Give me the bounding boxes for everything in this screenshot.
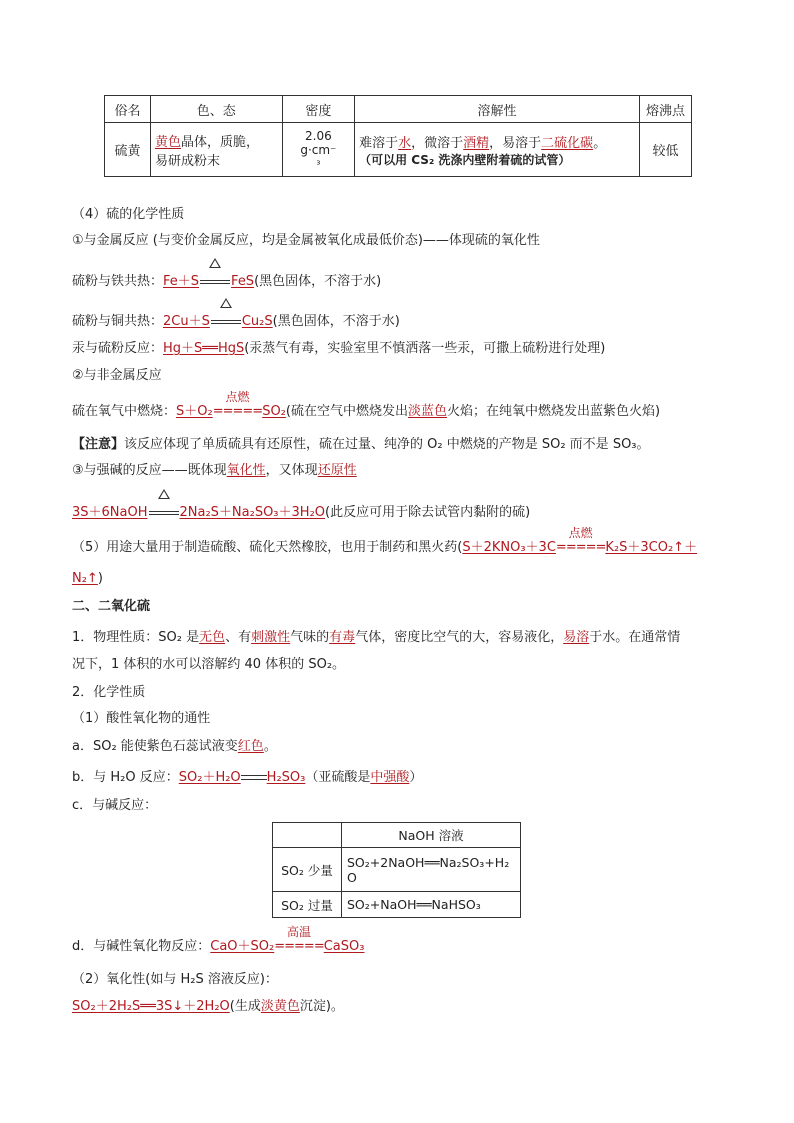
- water-note-a: （亚硫酸是: [305, 770, 371, 785]
- alkali-text-b: ，又体现: [265, 463, 318, 478]
- cao-eq-right: CaSO₃: [323, 939, 365, 954]
- colorless-term: 无色: [199, 630, 226, 645]
- reversible-arrow-icon: [241, 774, 267, 782]
- phys-text-c: 气味的: [290, 630, 330, 645]
- sol-text-b: ，微溶于: [411, 135, 464, 151]
- notice-tag: 【注意】: [72, 437, 125, 452]
- heat-triangle-icon: [209, 258, 221, 268]
- hg-note: (汞蒸气有毒，实验室里不慎洒落一些汞，可撒上硫粉进行处理): [244, 341, 606, 356]
- h2s-note-b: 沉淀)。: [299, 999, 344, 1014]
- fe-eq-right: FeS: [231, 274, 255, 289]
- cu-note: (黑色固体，不溶于水): [272, 314, 400, 329]
- so2-little-eq: [342, 848, 521, 892]
- yellow-term: 黄色: [154, 134, 181, 150]
- fe-note: (黑色固体，不溶于水): [254, 274, 382, 289]
- so2-little-label: SO₂ 少量: [273, 848, 342, 892]
- sol-text-d: 。: [593, 135, 607, 151]
- h2s-note-a: (生成: [229, 999, 261, 1014]
- heat-condition: [210, 313, 242, 331]
- physical-properties-line-2: 况下，1 体积的水可以溶解约 40 体积的 SO₂。: [72, 657, 346, 672]
- ignite-label: 点燃: [225, 390, 250, 404]
- naoh-note: (此反应可用于除去试管内黏附的硫): [325, 505, 531, 520]
- table-row: [273, 848, 521, 892]
- sol-text-c: ，易溶于: [489, 135, 542, 151]
- litmus-text: a．SO₂ 能使紫色石蕊试液变: [72, 739, 238, 754]
- reducing-term: 还原性: [317, 463, 357, 478]
- ignite-condition: 点燃 =====: [555, 526, 606, 555]
- table-row: [273, 823, 521, 848]
- cu-eq-left: 2Cu＋S: [163, 314, 210, 329]
- table-header-row: [105, 96, 692, 123]
- alkali-text-a: ③与强碱的反应——既体现: [72, 463, 227, 478]
- pale-yellow-term: 淡黄色: [260, 999, 300, 1014]
- o2-note-a: (硫在空气中燃烧发出: [285, 404, 408, 419]
- so2-little-eq-a: SO₂+2NaOH══Na₂SO₃+H₂: [347, 854, 510, 870]
- litmus-line: [72, 738, 277, 756]
- so2-little-eq-b: O: [347, 869, 357, 885]
- gunpowder-eq-right: K₂S＋3CO₂↑＋: [605, 540, 698, 555]
- col-header-melting: 熔沸点: [639, 96, 691, 123]
- so2-section-title: 二、二氧化硫: [72, 599, 151, 614]
- o2-note-b: 火焰；在纯氧中燃烧发出蓝紫色火焰): [446, 404, 661, 419]
- chemical-properties-heading: 2．化学性质: [72, 685, 146, 700]
- water-eq-right: H₂SO₃: [266, 770, 306, 785]
- toxic-term: 有毒: [329, 630, 356, 645]
- fe-label: 硫粉与铁共热：: [72, 274, 164, 289]
- o2-label: 硫在氧气中燃烧：: [72, 404, 177, 419]
- notice-text: 该反应体现了单质硫具有还原性，硫在过量、纯净的 O₂ 中燃烧的产物是 SO₂ 而不是 SO₃。: [124, 437, 650, 452]
- uses-text: （5）用途大量用于制造硫酸、硫化天然橡胶，也用于制药和黑火药(: [72, 540, 463, 555]
- table-row: [105, 123, 692, 177]
- naoh-header: NaOH 溶液: [342, 823, 521, 848]
- alcohol-term: 酒精: [463, 135, 490, 151]
- cs2-term: 二硫化碳: [541, 135, 594, 151]
- h2s-reaction-line: [72, 998, 344, 1016]
- base-reaction-heading: c．与碱反应：: [72, 798, 158, 813]
- cell-solubility: [355, 123, 640, 177]
- phys-text-e: 于水。在通常情: [589, 630, 681, 645]
- phys-text-d: 气体，密度比空气的大，容易液化，: [355, 630, 564, 645]
- naoh-eq-left: 3S＋6NaOH: [72, 505, 148, 520]
- hg-reaction-line: [72, 340, 605, 358]
- o2-reaction-line: [72, 390, 661, 421]
- col-header-color: 色、态: [150, 96, 282, 123]
- oxidizing-term: 氧化性: [226, 463, 266, 478]
- ignite-label: 点燃: [568, 526, 593, 540]
- empty-corner-cell: [273, 823, 342, 848]
- fe-eq-left: Fe＋S: [163, 274, 200, 289]
- gunpowder-eq-tail: N₂↑: [72, 571, 98, 586]
- water-eq-left: SO₂＋H₂O: [178, 770, 241, 785]
- water-label: b．与 H₂O 反应：: [72, 770, 179, 785]
- col-header-solubility: 溶解性: [355, 96, 640, 123]
- uses-line: [72, 526, 698, 557]
- basic-oxide-line: [72, 925, 365, 956]
- sol-note: （可以用 CS₂ 洗涤内壁附着硫的试管）: [359, 152, 571, 167]
- acid-oxide-heading: （1）酸性氧化物的通性: [72, 711, 211, 726]
- cu-eq-right: Cu₂S: [241, 314, 273, 329]
- phys-text-a: 1．物理性质：SO₂ 是: [72, 630, 200, 645]
- cao-eq-left: CaO＋SO₂: [210, 939, 275, 954]
- water-reaction-line: [72, 769, 422, 787]
- naoh-reaction-line: [72, 504, 530, 522]
- o2-eq-right: SO₂: [262, 404, 286, 419]
- phys-text-b: 、有: [225, 630, 252, 645]
- gunpowder-eq-left: S＋2KNO₃＋3C: [462, 540, 556, 555]
- alkali-heading: [72, 462, 357, 480]
- cell-name: 硫黄: [105, 123, 151, 177]
- high-temp-condition: 高温 =====: [274, 925, 324, 954]
- water-term: 水: [398, 135, 412, 151]
- hg-label: 汞与硫粉反应：: [72, 341, 164, 356]
- uses-line-2: [72, 570, 103, 588]
- basic-oxide-label: d．与碱性氧化物反应：: [72, 939, 211, 954]
- color-text: 晶体，质脆，: [180, 134, 259, 150]
- heat-condition: [148, 504, 180, 522]
- cu-reaction-line: [72, 313, 400, 331]
- o2-eq-left: S＋O₂: [176, 404, 213, 419]
- cell-color: [150, 123, 282, 177]
- soluble-term: 易溶: [563, 630, 590, 645]
- light-blue-term: 淡蓝色: [407, 404, 447, 419]
- irritant-term: 刺激性: [251, 630, 291, 645]
- cell-density: [282, 123, 354, 177]
- cu-label: 硫粉与铜共热：: [72, 314, 164, 329]
- oxidizing-heading: （2）氧化性(如与 H₂S 溶液反应)：: [72, 972, 278, 987]
- h2s-eq: SO₂＋2H₂S══3S↓＋2H₂O: [72, 999, 230, 1014]
- uses-close: ): [97, 571, 103, 586]
- nonmetal-heading: ②与非金属反应: [72, 368, 162, 383]
- high-temp-label: 高温: [286, 925, 311, 939]
- sol-text-a: 难溶于: [359, 135, 399, 151]
- density-value: 2.06 g·cm⁻: [300, 128, 337, 157]
- heat-triangle-icon: [220, 298, 232, 308]
- notice-line: [72, 436, 650, 454]
- hg-eq: Hg＋S══HgS: [163, 341, 245, 356]
- red-term: 红色: [237, 739, 264, 754]
- color-text-2: 易研成粉末: [154, 153, 220, 169]
- density-exp: ³: [316, 159, 321, 171]
- heat-condition: [199, 273, 231, 291]
- naoh-reaction-table: [272, 822, 521, 918]
- so2-excess-eq: SO₂+NaOH══NaHSO₃: [342, 892, 521, 918]
- physical-properties-line: [72, 629, 680, 647]
- so2-excess-label: SO₂ 过量: [273, 892, 342, 918]
- ignite-condition: 点燃 =====: [212, 390, 263, 419]
- section-4-title: （4）硫的化学性质: [72, 207, 185, 222]
- metal-reaction-heading: ①与金属反应 (与变价金属反应，均是金属被氧化成最低价态)——体现硫的氧化性: [72, 233, 540, 248]
- heat-triangle-icon: [158, 489, 170, 499]
- fe-reaction-line: [72, 273, 381, 291]
- cell-melting: 较低: [639, 123, 691, 177]
- litmus-end: 。: [263, 739, 277, 754]
- table-row: [273, 892, 521, 918]
- col-header-density: 密度: [282, 96, 354, 123]
- water-note-b: ）: [409, 770, 423, 785]
- naoh-eq-right: 2Na₂S＋Na₂SO₃＋3H₂O: [179, 505, 326, 520]
- sulfur-properties-table: [104, 95, 692, 177]
- col-header-name: 俗名: [105, 96, 151, 123]
- strong-acid-term: 中强酸: [370, 770, 410, 785]
